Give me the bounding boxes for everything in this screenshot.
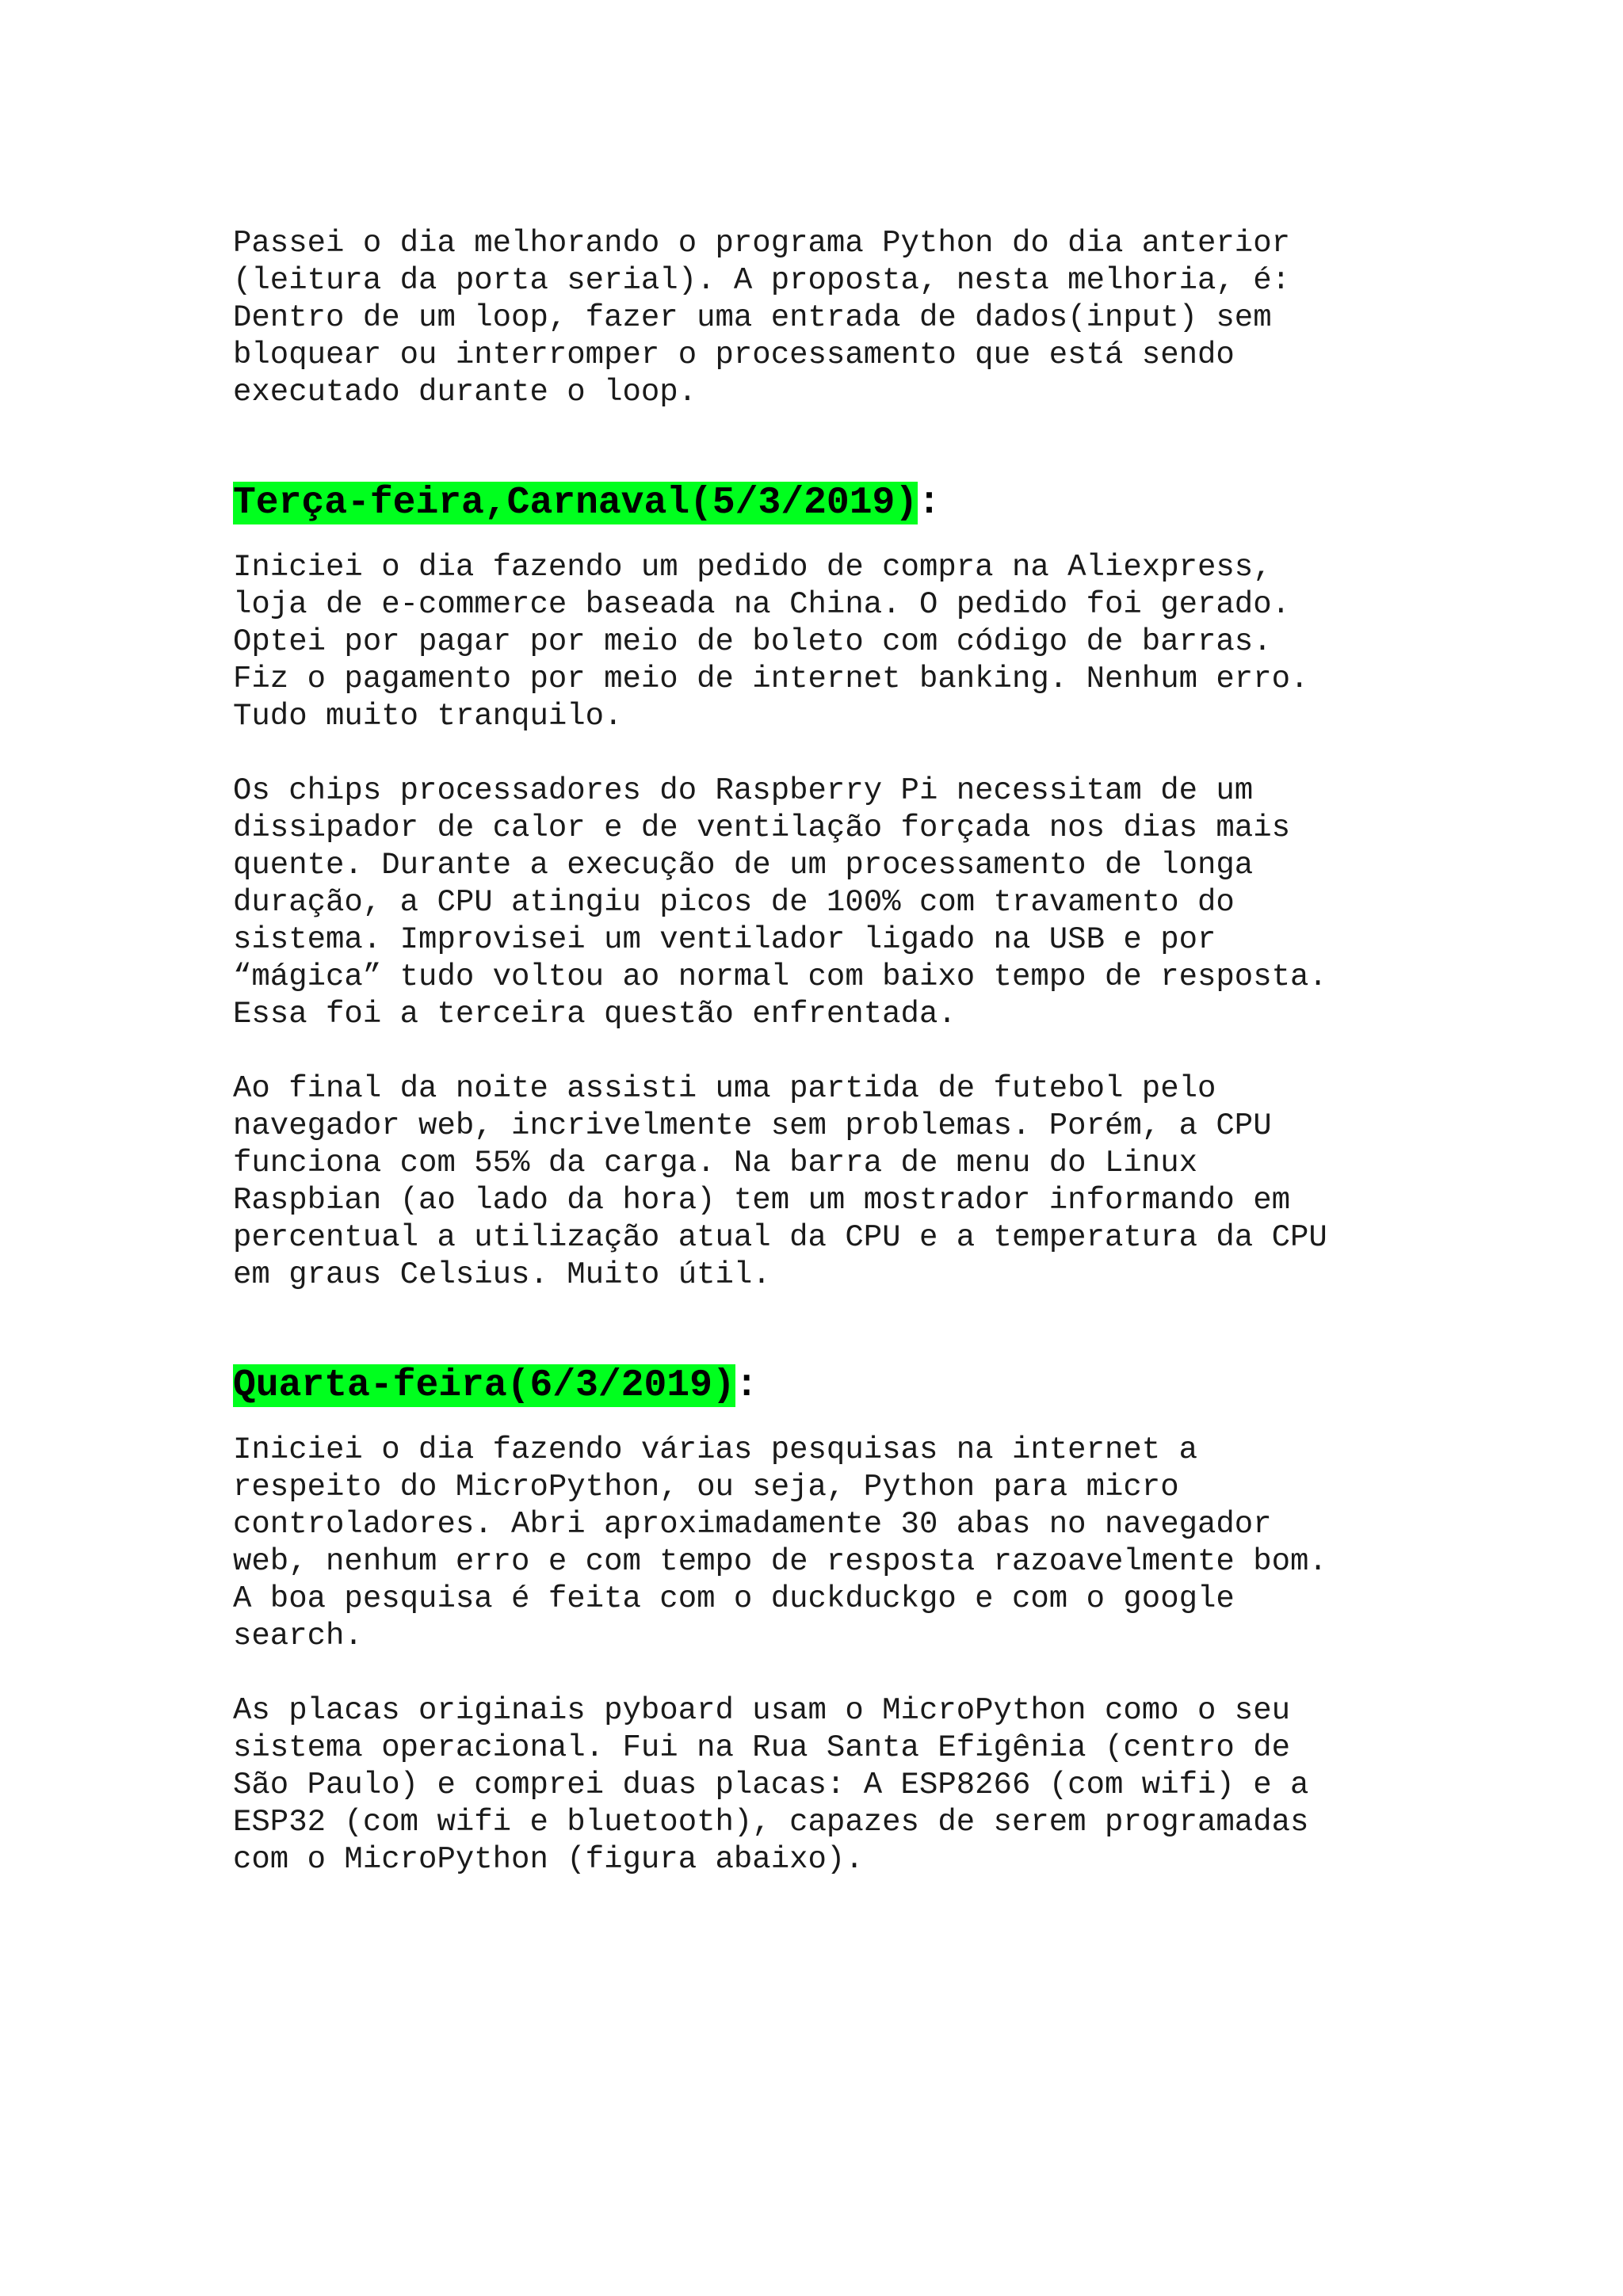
- text-line: controladores. Abri aproximadamente 30 abas no navegador: [233, 1507, 1272, 1542]
- tuesday-paragraph-2: [233, 772, 1422, 1033]
- text-line: search.: [233, 1619, 363, 1653]
- text-line: bloquear ou interromper o processamento que está sendo: [233, 338, 1235, 372]
- text-line: Ao final da noite assisti uma partida de futebol pelo: [233, 1071, 1216, 1106]
- highlighted-heading-text: Quarta-feira(6/3/2019): [233, 1364, 735, 1407]
- text-line: navegador web, incrivelmente sem problemas. Porém, a CPU: [233, 1108, 1272, 1143]
- text-line: Iniciei o dia fazendo um pedido de compra na Aliexpress,: [233, 550, 1272, 585]
- text-line: Tudo muito tranquilo.: [233, 699, 623, 734]
- text-line: Dentro de um loop, fazer uma entrada de dados(input) sem: [233, 300, 1272, 335]
- text-line: em graus Celsius. Muito útil.: [233, 1257, 771, 1292]
- text-line: quente. Durante a execução de um processamento de longa: [233, 848, 1254, 883]
- text-line: Essa foi a terceira questão enfrentada.: [233, 997, 957, 1032]
- text-line: Iniciei o dia fazendo várias pesquisas na internet a: [233, 1432, 1197, 1467]
- wednesday-paragraph-2: [233, 1692, 1422, 1878]
- text-line: Os chips processadores do Raspberry Pi necessitam de um: [233, 773, 1254, 808]
- text-line: duração, a CPU atingiu picos de 100% com travamento do: [233, 885, 1235, 920]
- text-line: Raspbian (ao lado da hora) tem um mostrador informando em: [233, 1183, 1291, 1218]
- text-line: com o MicroPython (figura abaixo).: [233, 1842, 864, 1877]
- text-line: loja de e-commerce baseada na China. O pedido foi gerado.: [233, 587, 1291, 622]
- text-line: As placas originais pyboard usam o MicroPython como o seu: [233, 1693, 1291, 1728]
- text-line: Optei por pagar por meio de boleto com código de barras.: [233, 624, 1272, 659]
- tuesday-paragraph-3: [233, 1070, 1422, 1294]
- highlighted-heading-text: Terça-feira,Carnaval(5/3/2019): [233, 482, 918, 524]
- text-line: sistema. Improvisei um ventilador ligado na USB e por: [233, 922, 1216, 957]
- text-line: dissipador de calor e de ventilação forçada nos dias mais: [233, 810, 1291, 845]
- intro-paragraph: [233, 225, 1422, 411]
- text-line: percentual a utilização atual da CPU e a temperatura da CPU: [233, 1220, 1327, 1255]
- document-body: [233, 225, 1422, 1878]
- text-line: web, nenhum erro e com tempo de resposta razoavelmente bom.: [233, 1544, 1327, 1579]
- text-line: São Paulo) e comprei duas placas: A ESP8266 (com wifi) e a: [233, 1768, 1309, 1802]
- text-line: (leitura da porta serial). A proposta, nesta melhoria, é:: [233, 263, 1291, 298]
- text-line: sistema operacional. Fui na Rua Santa Efigênia (centro de: [233, 1730, 1291, 1765]
- text-line: funciona com 55% da carga. Na barra de menu do Linux: [233, 1146, 1197, 1180]
- text-line: Passei o dia melhorando o programa Python do dia anterior: [233, 226, 1291, 261]
- section-heading-tuesday: [233, 478, 1422, 528]
- text-line: A boa pesquisa é feita com o duckduckgo e com o google: [233, 1581, 1235, 1616]
- heading-colon: :: [735, 1364, 758, 1407]
- heading-colon: :: [918, 482, 941, 524]
- text-line: “mágica” tudo voltou ao normal com baixo tempo de resposta.: [233, 959, 1327, 994]
- text-line: executado durante o loop.: [233, 375, 697, 410]
- wednesday-paragraph-1: [233, 1432, 1422, 1655]
- text-line: respeito do MicroPython, ou seja, Python para micro: [233, 1470, 1179, 1505]
- text-line: Fiz o pagamento por meio de internet banking. Nenhum erro.: [233, 662, 1309, 696]
- section-heading-wednesday: [233, 1360, 1422, 1411]
- text-line: ESP32 (com wifi e bluetooth), capazes de serem programadas: [233, 1805, 1309, 1840]
- tuesday-paragraph-1: [233, 549, 1422, 735]
